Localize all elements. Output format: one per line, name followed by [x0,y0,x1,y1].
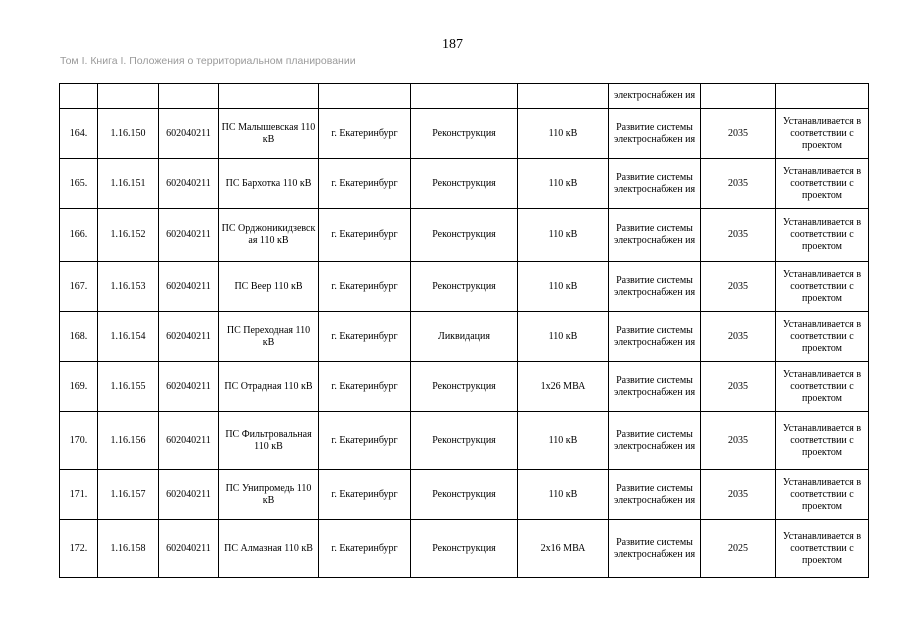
cell-classifier: 602040211 [159,520,219,578]
cell-year: 2035 [701,470,776,520]
cell-purpose: Развитие системы электроснабжен ия [609,109,701,159]
cell-year: 2035 [701,109,776,159]
cell-location: г. Екатеринбург [319,209,411,262]
cell-zone: Устанавливается в соответствии с проектом [776,520,869,578]
cell-capacity: 110 кВ [518,109,609,159]
cell-code: 1.16.154 [98,312,159,362]
cell-action [411,84,518,109]
cell-year: 2035 [701,209,776,262]
cell-capacity [518,84,609,109]
cell-location: г. Екатеринбург [319,470,411,520]
cell-zone: Устанавливается в соответствии с проектом [776,262,869,312]
table-row [60,209,869,262]
cell-action: Реконструкция [411,159,518,209]
cell-location: г. Екатеринбург [319,520,411,578]
cell-capacity: 110 кВ [518,412,609,470]
objects-table [59,83,869,578]
cell-zone: Устанавливается в соответствии с проектом [776,209,869,262]
cell-capacity: 110 кВ [518,470,609,520]
cell-purpose: Развитие системы электроснабжен ия [609,159,701,209]
cell-purpose: Развитие системы электроснабжен ия [609,362,701,412]
cell-num: 164. [60,109,98,159]
cell-purpose: Развитие системы электроснабжен ия [609,470,701,520]
cell-classifier: 602040211 [159,109,219,159]
table-row [60,412,869,470]
cell-action: Реконструкция [411,109,518,159]
cell-purpose: Развитие системы электроснабжен ия [609,262,701,312]
cell-location: г. Екатеринбург [319,412,411,470]
cell-name: ПС Отрадная 110 кВ [219,362,319,412]
cell-classifier: 602040211 [159,412,219,470]
cell-classifier: 602040211 [159,159,219,209]
cell-num: 172. [60,520,98,578]
cell-action: Реконструкция [411,262,518,312]
cell-num: 165. [60,159,98,209]
cell-location: г. Екатеринбург [319,109,411,159]
cell-year [701,84,776,109]
cell-location: г. Екатеринбург [319,262,411,312]
cell-name: ПС Переходная 110 кВ [219,312,319,362]
cell-classifier: 602040211 [159,362,219,412]
cell-capacity: 110 кВ [518,262,609,312]
cell-year: 2025 [701,520,776,578]
cell-capacity: 110 кВ [518,312,609,362]
table-row [60,520,869,578]
cell-location: г. Екатеринбург [319,159,411,209]
cell-location [319,84,411,109]
cell-code: 1.16.155 [98,362,159,412]
cell-location: г. Екатеринбург [319,362,411,412]
cell-num: 170. [60,412,98,470]
cell-capacity: 2х16 МВА [518,520,609,578]
cell-name: ПС Бархотка 110 кВ [219,159,319,209]
cell-code: 1.16.153 [98,262,159,312]
cell-num: 169. [60,362,98,412]
cell-num [60,84,98,109]
cell-num: 171. [60,470,98,520]
cell-name: ПС Веер 110 кВ [219,262,319,312]
table-row [60,159,869,209]
table-row [60,109,869,159]
cell-purpose: Развитие системы электроснабжен ия [609,312,701,362]
cell-action: Реконструкция [411,209,518,262]
table-row [60,470,869,520]
cell-code: 1.16.150 [98,109,159,159]
cell-zone: Устанавливается в соответствии с проектом [776,362,869,412]
cell-num: 167. [60,262,98,312]
cell-year: 2035 [701,412,776,470]
cell-year: 2035 [701,262,776,312]
cell-code [98,84,159,109]
cell-num: 168. [60,312,98,362]
page-number: 187 [442,37,463,52]
table-row [60,362,869,412]
cell-year: 2035 [701,312,776,362]
cell-name: ПС Малышевская 110 кВ [219,109,319,159]
cell-classifier: 602040211 [159,209,219,262]
table-row [60,262,869,312]
cell-code: 1.16.151 [98,159,159,209]
cell-name: ПС Орджоникидзевск ая 110 кВ [219,209,319,262]
cell-year: 2035 [701,362,776,412]
cell-capacity: 110 кВ [518,159,609,209]
cell-purpose: электроснабжен ия [609,84,701,109]
cell-action: Реконструкция [411,520,518,578]
cell-code: 1.16.157 [98,470,159,520]
cell-purpose: Развитие системы электроснабжен ия [609,412,701,470]
cell-action: Реконструкция [411,470,518,520]
cell-code: 1.16.158 [98,520,159,578]
cell-classifier: 602040211 [159,312,219,362]
table-row-continuation [60,84,869,109]
cell-zone: Устанавливается в соответствии с проектом [776,109,869,159]
running-header: Том I. Книга I. Положения о территориальном планировании [60,55,356,67]
cell-name: ПС Фильтровальная 110 кВ [219,412,319,470]
cell-zone: Устанавливается в соответствии с проектом [776,159,869,209]
cell-capacity: 110 кВ [518,209,609,262]
cell-code: 1.16.152 [98,209,159,262]
cell-action: Реконструкция [411,412,518,470]
cell-year: 2035 [701,159,776,209]
cell-zone: Устанавливается в соответствии с проектом [776,312,869,362]
cell-action: Ликвидация [411,312,518,362]
cell-name: ПС Унипромедь 110 кВ [219,470,319,520]
cell-zone [776,84,869,109]
cell-num: 166. [60,209,98,262]
cell-zone: Устанавливается в соответствии с проектом [776,412,869,470]
cell-classifier [159,84,219,109]
table-row [60,312,869,362]
cell-classifier: 602040211 [159,262,219,312]
cell-classifier: 602040211 [159,470,219,520]
cell-location: г. Екатеринбург [319,312,411,362]
cell-capacity: 1х26 МВА [518,362,609,412]
cell-code: 1.16.156 [98,412,159,470]
cell-action: Реконструкция [411,362,518,412]
cell-name [219,84,319,109]
cell-purpose: Развитие системы электроснабжен ия [609,520,701,578]
cell-name: ПС Алмазная 110 кВ [219,520,319,578]
cell-zone: Устанавливается в соответствии с проектом [776,470,869,520]
cell-purpose: Развитие системы электроснабжен ия [609,209,701,262]
